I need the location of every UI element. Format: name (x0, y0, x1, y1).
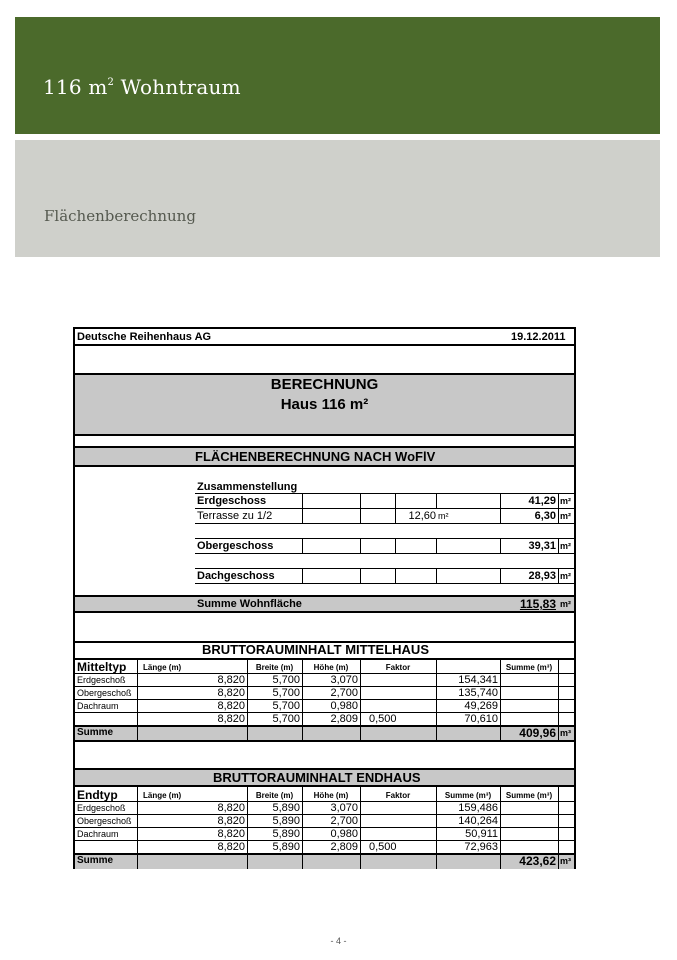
mittel-col-sum: Summe (m³) (505, 663, 553, 672)
company-name: Deutsche Reihenhaus AG (77, 331, 212, 343)
mittel-col-width: Breite (m) (255, 663, 294, 672)
end-col-sum-total: Summe (m³) (505, 791, 553, 800)
mittel-col-factor: Faktor (385, 663, 411, 672)
section-endhaus: BRUTTORAUMINHALT ENDHAUS (213, 770, 421, 785)
mittel-row-name: Dachraum (77, 701, 119, 711)
end-col-length: Länge (m) (143, 791, 182, 800)
calculation-sheet: Deutsche Reihenhaus AG 19.12.2011 BERECHNUNG Haus 116 m² FLÄCHENBERECHNUNG NACH WoFlV Zusammenstellung Erdgeschoss 41,29 m² Terrasse zu 1/2 12,60 m² 6,30 m² Obergeschoss 39,31 m² Dachgeschoss 28,93 m² Summe Wohnfläche 115,83 m² BRUTTORAUMINHALT MITTELHAUS Mitteltyp Länge (m) Breite (m) Höhe (m) Faktor Summe (m³) Erdgeschoß 8,820 5,700 3,070 154,341 Obergeschoß 8,820 5,700 2,700 135,740 Dachraum 8,820 5,700 0,980 49,269 8,820 5,700 2,809 0,500 70,610 Summe 409,96 m³ BRUTTORAUMINHALT ENDHAUS Endtyp Länge (m) Breite (m) Höhe (m) Faktor Summe (m³) Summe (m³) Erdgeschoß 8,820 5,890 3,070 159,486 Obergeschoß 8,820 5,890 2,700 140,264 Dachraum 8,820 5,890 0,980 50,911 8,820 5,890 2,809 0,500 72,963 Summe 423,62 m³ (73, 327, 576, 869)
sum-living-label: Summe Wohnfläche (197, 598, 302, 610)
sheet-title: BERECHNUNG (270, 376, 379, 393)
end-col-sum: Summe (m³) (444, 791, 492, 800)
subheader-band (15, 140, 660, 257)
sum-living-value: 115,83 (519, 597, 556, 611)
end-sum-value: 423,62 (519, 854, 556, 868)
page-title: 116 $m^2$ Wohntraum (43, 75, 241, 99)
mittel-sum-label: Summe (77, 727, 114, 738)
mittel-row-name: Obergeschoß (77, 688, 132, 698)
end-row-name: Dachraum (77, 829, 119, 839)
end-col-height: Höhe (m) (313, 791, 349, 800)
end-row-name: Obergeschoß (77, 816, 132, 826)
end-type-label: Endtyp (77, 788, 118, 802)
end-sum-label: Summe (77, 855, 114, 866)
header-band (15, 17, 660, 134)
area-value-terrace: 6,30 (534, 510, 556, 522)
sheet-date: 19.12.2011 (511, 331, 566, 343)
end-row-name: Erdgeschoß (77, 803, 126, 813)
area-value-dg: 28,93 (528, 570, 556, 582)
summary-label: Zusammenstellung (197, 481, 298, 493)
mittel-col-length: Länge (m) (143, 663, 182, 672)
terrace-full-area: 12,60 (408, 510, 436, 522)
end-col-width: Breite (m) (255, 791, 294, 800)
page-subtitle: Flächenberechnung (44, 207, 196, 225)
mittel-row-name: Erdgeschoß (77, 675, 126, 685)
sheet-house: Haus 116 m² (280, 396, 369, 413)
page-number: - 4 - (330, 936, 347, 946)
area-value-eg: 41,29 (528, 495, 556, 507)
area-label-eg: Erdgeschoss (197, 495, 267, 507)
mittel-sum-value: 409,96 (519, 726, 556, 740)
area-value-og: 39,31 (528, 540, 556, 552)
area-label-terrace: Terrasse zu 1/2 (197, 510, 273, 522)
section-mittelhaus: BRUTTORAUMINHALT MITTELHAUS (202, 642, 429, 657)
area-label-og: Obergeschoss (197, 540, 274, 552)
area-label-dg: Dachgeschoss (197, 570, 275, 582)
end-col-factor: Faktor (385, 791, 411, 800)
mittel-col-height: Höhe (m) (313, 663, 349, 672)
unit-m2: m² (560, 496, 571, 506)
mittel-type-label: Mitteltyp (77, 660, 127, 674)
section-area-title: FLÄCHENBERECHNUNG NACH WoFlV (195, 449, 436, 464)
